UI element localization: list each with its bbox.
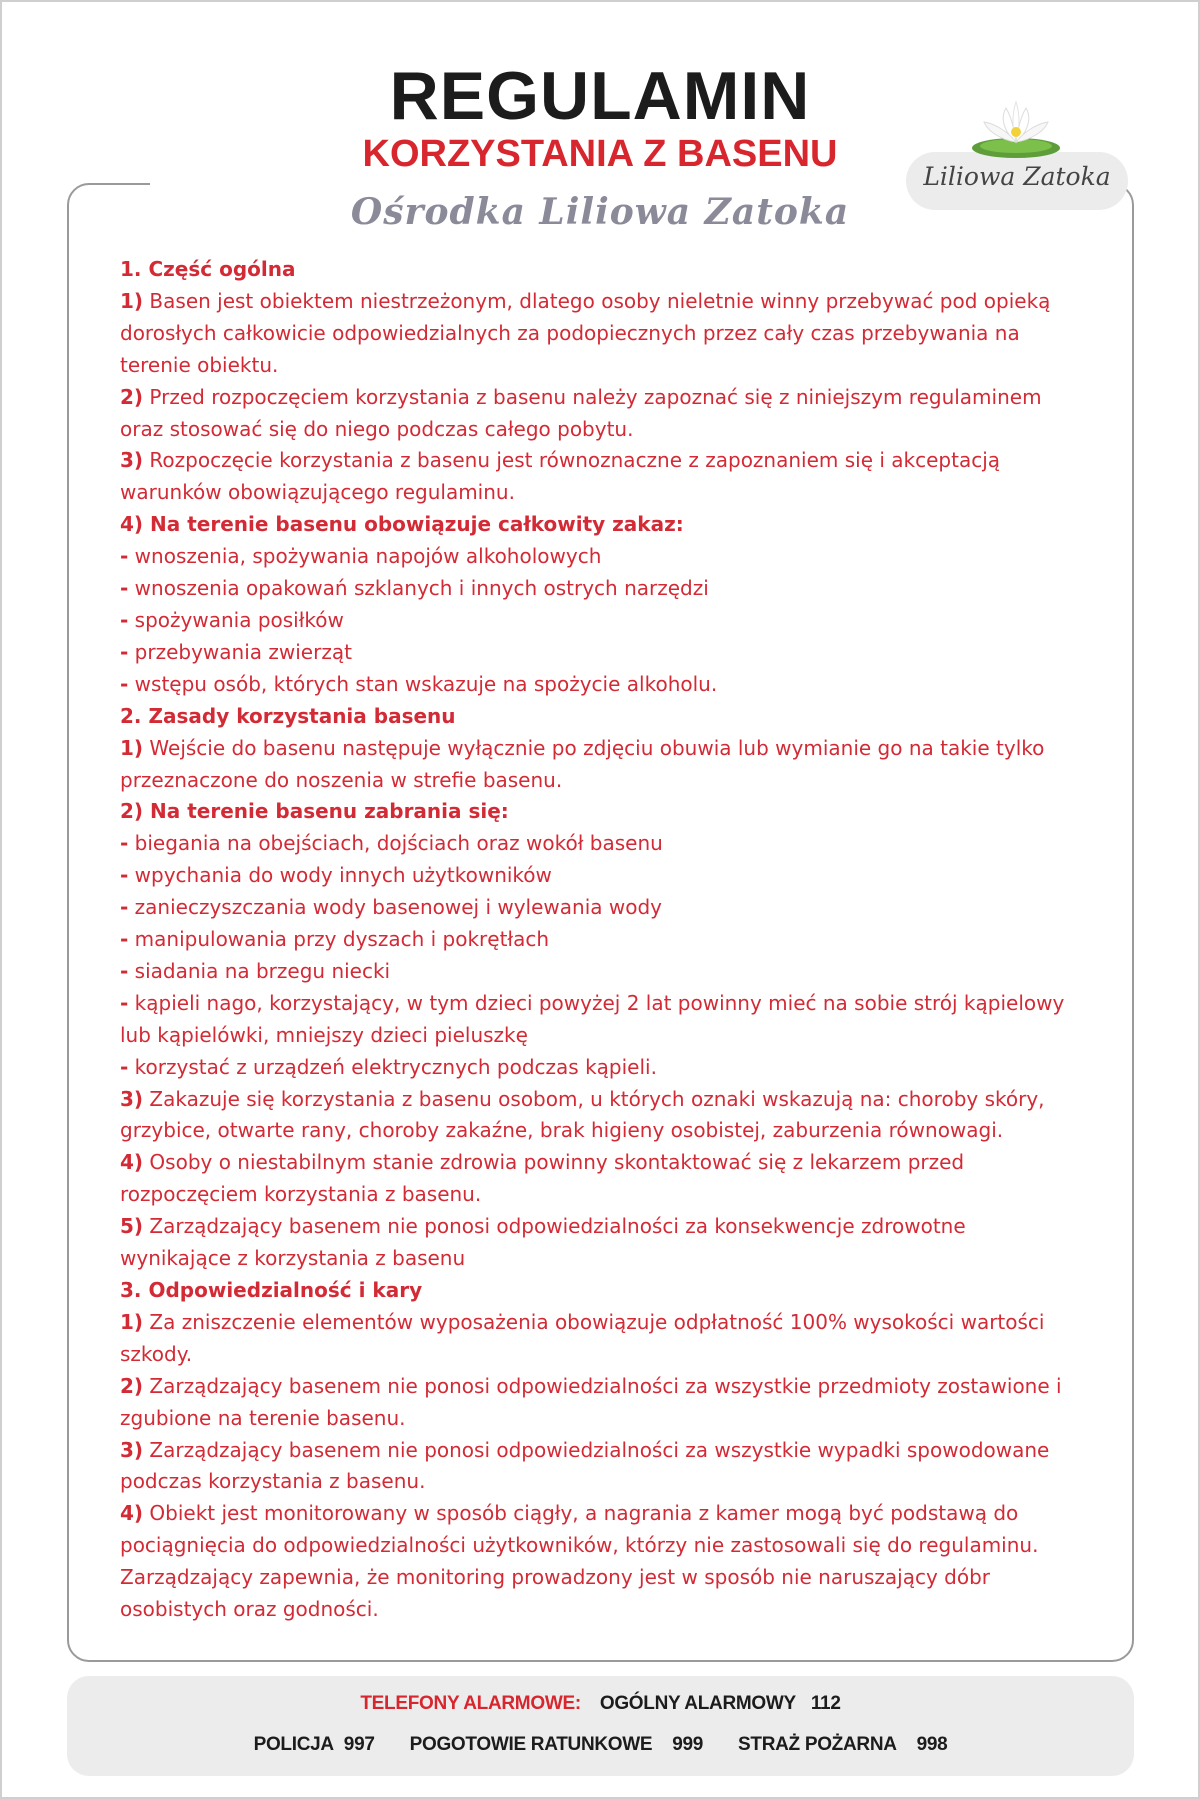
list-item: - kąpieli nago, korzystający, w tym dzieci powyżej 2 lat powinny mieć na sobie strój kąpielowy lub kąpielówki, mniejszy dzieci pieluszkę bbox=[120, 990, 1065, 1047]
alarm-label: TELEFONY ALARMOWE: bbox=[360, 1693, 581, 1714]
list-item: - siadania na brzegu niecki bbox=[120, 958, 391, 983]
rule-item: 4) Obiekt jest monitorowany w sposób ciągły, a nagrania z kamer mogą być podstawą do pociągnięcia do odpowiedzialności użytkowników, którzy nie zastosowali się do regulaminu. Zarządzający zapewnia, że monitoring prowadzony jest w sposób nie naruszający dóbr osobistych oraz godności. bbox=[120, 1501, 1039, 1622]
list-item: - wpychania do wody innych użytkowników bbox=[120, 863, 552, 888]
section-heading: 1. Część ogólna bbox=[120, 257, 296, 281]
frame-header-gap bbox=[150, 182, 910, 185]
ambulance-number: 999 bbox=[672, 1734, 704, 1755]
rule-item: 4) Osoby o niestabilnym stanie zdrowia powinny skontaktować się z lekarzem przed rozpoczęciem korzystania z basenu. bbox=[120, 1150, 965, 1207]
list-item: - korzystać z urządzeń elektrycznych podczas kąpieli. bbox=[120, 1054, 657, 1079]
list-item: - biegania na obejściach, dojściach oraz wokół basenu bbox=[120, 831, 663, 856]
water-lily-icon bbox=[966, 92, 1066, 162]
list-item: - wstępu osób, których stan wskazuje na spożycie alkoholu. bbox=[120, 671, 718, 696]
police-label: POLICJA bbox=[253, 1734, 334, 1755]
logo bbox=[906, 92, 1128, 212]
rule-item: 3) Rozpoczęcie korzystania z basenu jest równoznaczne z zapoznaniem się i akceptacją warunków obowiązującego regulaminu. bbox=[120, 448, 1001, 505]
general-alarm-number: 112 bbox=[810, 1693, 841, 1714]
section-heading: 2. Zasady korzystania basenu bbox=[120, 703, 456, 728]
ambulance-label: POGOTOWIE RATUNKOWE bbox=[409, 1734, 653, 1755]
list-item: - spożywania posiłków bbox=[120, 607, 344, 632]
rule-item: 5) Zarządzający basenem nie ponosi odpowiedzialności za konsekwencje zdrowotne wynikające z korzystania z basenu bbox=[120, 1214, 966, 1271]
fire-label: STRAŻ POŻARNA bbox=[738, 1734, 897, 1755]
rule-item: 2) Zarządzający basenem nie ponosi odpowiedzialności za wszystkie przedmioty zostawione i zgubione na terenie basenu. bbox=[120, 1373, 1062, 1430]
emergency-numbers-footer bbox=[67, 1676, 1134, 1776]
rule-item: 3) Zakazuje się korzystania z basenu osobom, u których oznaki wskazują na: choroby skóry, grzybice, otwarte rany, choroby zakaźne, brak higieny osobistej, zaburzenia równowagi. bbox=[120, 1086, 1045, 1143]
rule-item: 1) Wejście do basenu następuje wyłącznie po zdjęciu obuwia lub wymianie go na takie tylko przeznaczone do noszenia w strefie basenu. bbox=[120, 735, 1045, 792]
logo-text: Liliowa Zatoka bbox=[923, 162, 1111, 191]
rules-body bbox=[120, 254, 1080, 1626]
rule-item: 2) Przed rozpoczęciem korzystania z basenu należy zapoznać się z niniejszym regulaminem oraz stosować się do niego podczas całego pobytu. bbox=[120, 384, 1042, 441]
resort-name: Ośrodka Liliowa Zatoka bbox=[350, 191, 850, 233]
prohibition-heading: 2) Na terenie basenu zabrania się: bbox=[120, 799, 509, 824]
general-alarm-label: OGÓLNY ALARMOWY bbox=[599, 1693, 796, 1714]
footer-row-services bbox=[67, 1734, 1134, 1756]
list-item: - wnoszenia opakowań szklanych i innych ostrych narzędzi bbox=[120, 576, 709, 601]
page-subtitle: KORZYSTANIA Z BASENU bbox=[362, 133, 838, 175]
section-heading: 3. Odpowiedzialność i kary bbox=[120, 1278, 423, 1302]
prohibition-heading: 4) Na terenie basenu obowiązuje całkowity zakaz: bbox=[120, 512, 684, 537]
rule-item: 1) Za zniszczenie elementów wyposażenia obowiązuje odpłatność 100% wysokości wartości szkody. bbox=[120, 1309, 1045, 1366]
rule-item: 3) Zarządzający basenem nie ponosi odpowiedzialności za wszystkie wypadki spowodowane podczas korzystania z basenu. bbox=[120, 1437, 1050, 1494]
footer-row-general bbox=[67, 1693, 1134, 1715]
rule-item: 1) Basen jest obiektem niestrzeżonym, dlatego osoby nieletnie winny przebywać pod opieką dorosłych całkowicie odpowiedzialnych za podopiecznych przez cały czas przebywania na terenie obiektu. bbox=[120, 288, 1051, 377]
list-item: - manipulowania przy dyszach i pokrętłach bbox=[120, 927, 550, 952]
police-number: 997 bbox=[343, 1734, 375, 1755]
page-title: REGULAMIN bbox=[389, 58, 811, 134]
fire-number: 998 bbox=[916, 1734, 948, 1755]
list-item: - wnoszenia, spożywania napojów alkoholowych bbox=[120, 544, 602, 569]
list-item: - zanieczyszczania wody basenowej i wylewania wody bbox=[120, 895, 663, 920]
list-item: - przebywania zwierząt bbox=[120, 639, 352, 664]
